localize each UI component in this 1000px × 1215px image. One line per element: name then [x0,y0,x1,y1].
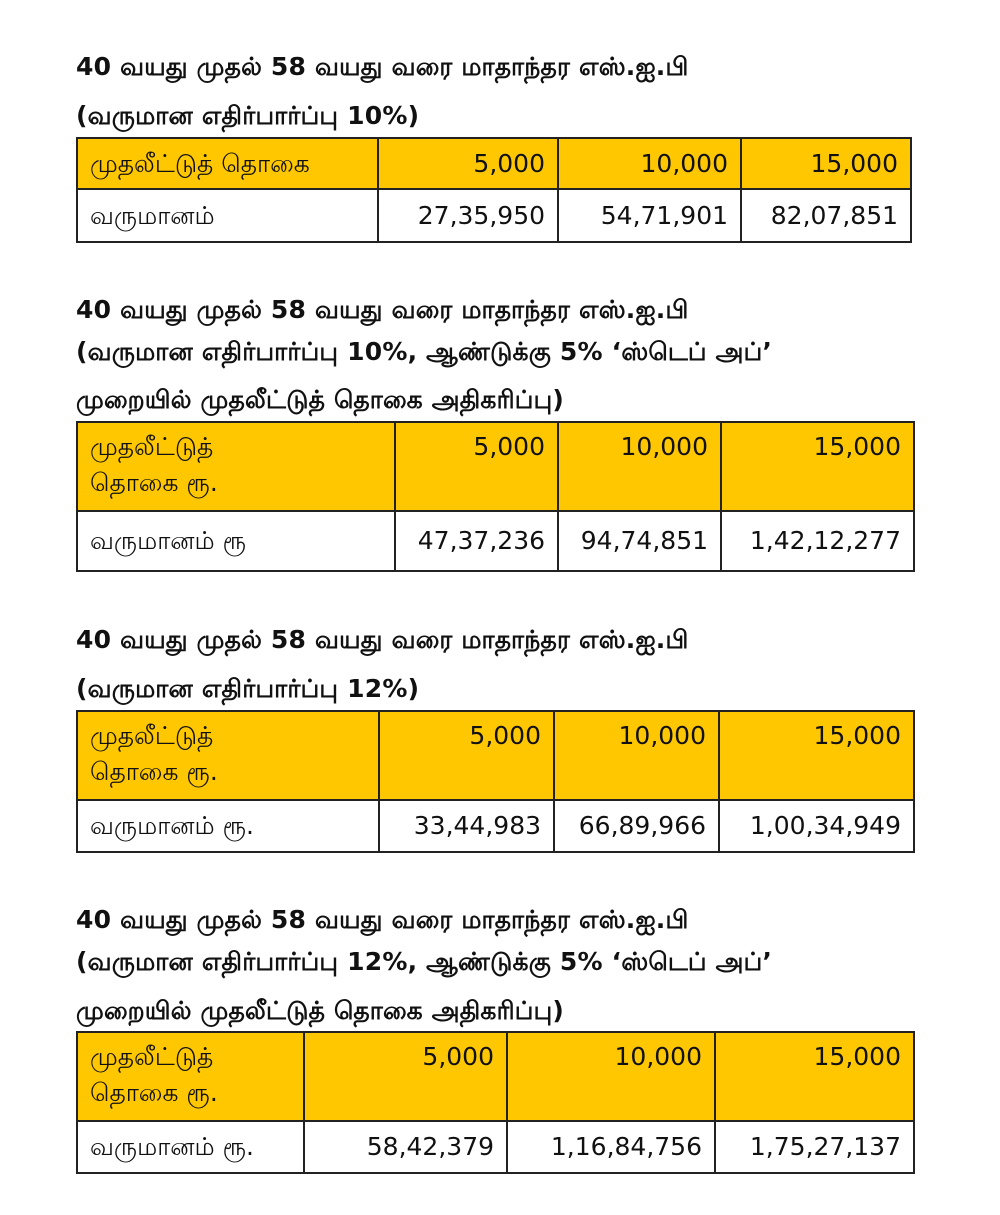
returns-value: 1,16,84,756 [507,1121,715,1173]
returns-label: வருமானம் [77,189,378,242]
investment-value: 10,000 [558,422,721,511]
section-title-line: முறையில் முதலீட்டுத் தொகை அதிகரிப்பு) [76,996,565,1025]
section-title-line: (வருமான எதிர்பார்ப்பு 10%) [76,101,420,130]
returns-value: 1,75,27,137 [715,1121,914,1173]
investment-amount-label: முதலீட்டுத் தொகை ரூ. [77,422,395,511]
returns-value: 54,71,901 [558,189,741,242]
returns-value: 1,00,34,949 [719,800,914,852]
investment-value: 5,000 [379,711,554,800]
returns-value: 94,74,851 [558,511,721,571]
investment-amount-label: முதலீட்டுத் தொகை ரூ. [77,1032,304,1121]
sip-section-4 [76,0,916,1180]
section-title-line: 40 வயது முதல் 58 வயது வரை மாதாந்தர எஸ்.ஐ.பி [76,625,689,654]
returns-value: 82,07,851 [741,189,911,242]
investment-value: 15,000 [741,138,911,189]
investment-amount-label: முதலீட்டுத் தொகை ரூ. [77,711,379,800]
investment-value: 5,000 [378,138,558,189]
section-title-line: (வருமான எதிர்பார்ப்பு 12%, ஆண்டுக்கு 5% ‘ஸ்டெப் அப்’ [76,947,773,976]
investment-value: 10,000 [507,1032,715,1121]
table-header-row [77,1032,914,1121]
section-title-line: 40 வயது முதல் 58 வயது வரை மாதாந்தர எஸ்.ஐ.பி [76,295,689,324]
section-title-line: 40 வயது முதல் 58 வயது வரை மாதாந்தர எஸ்.ஐ.பி [76,52,689,81]
section-title-line: (வருமான எதிர்பார்ப்பு 12%) [76,674,420,703]
sip-table [76,1031,915,1174]
investment-value: 10,000 [554,711,719,800]
returns-label: வருமானம் ரூ. [77,800,379,852]
returns-value: 1,42,12,277 [721,511,914,571]
investment-value: 10,000 [558,138,741,189]
investment-value: 15,000 [721,422,914,511]
returns-value: 66,89,966 [554,800,719,852]
section-title-line: (வருமான எதிர்பார்ப்பு 10%, ஆண்டுக்கு 5% ‘ஸ்டெப் அப்’ [76,337,773,366]
returns-label: வருமானம் ரூ [77,511,395,571]
section-title-line: 40 வயது முதல் 58 வயது வரை மாதாந்தர எஸ்.ஐ.பி [76,905,689,934]
returns-value: 47,37,236 [395,511,558,571]
returns-value: 33,44,983 [379,800,554,852]
section-title-line: முறையில் முதலீட்டுத் தொகை அதிகரிப்பு) [76,385,565,414]
table-row [77,1121,914,1173]
returns-value: 58,42,379 [304,1121,507,1173]
returns-label: வருமானம் ரூ. [77,1121,304,1173]
returns-value: 27,35,950 [378,189,558,242]
investment-value: 5,000 [304,1032,507,1121]
investment-amount-label: முதலீட்டுத் தொகை [77,138,378,189]
investment-value: 5,000 [395,422,558,511]
investment-value: 15,000 [719,711,914,800]
investment-value: 15,000 [715,1032,914,1121]
